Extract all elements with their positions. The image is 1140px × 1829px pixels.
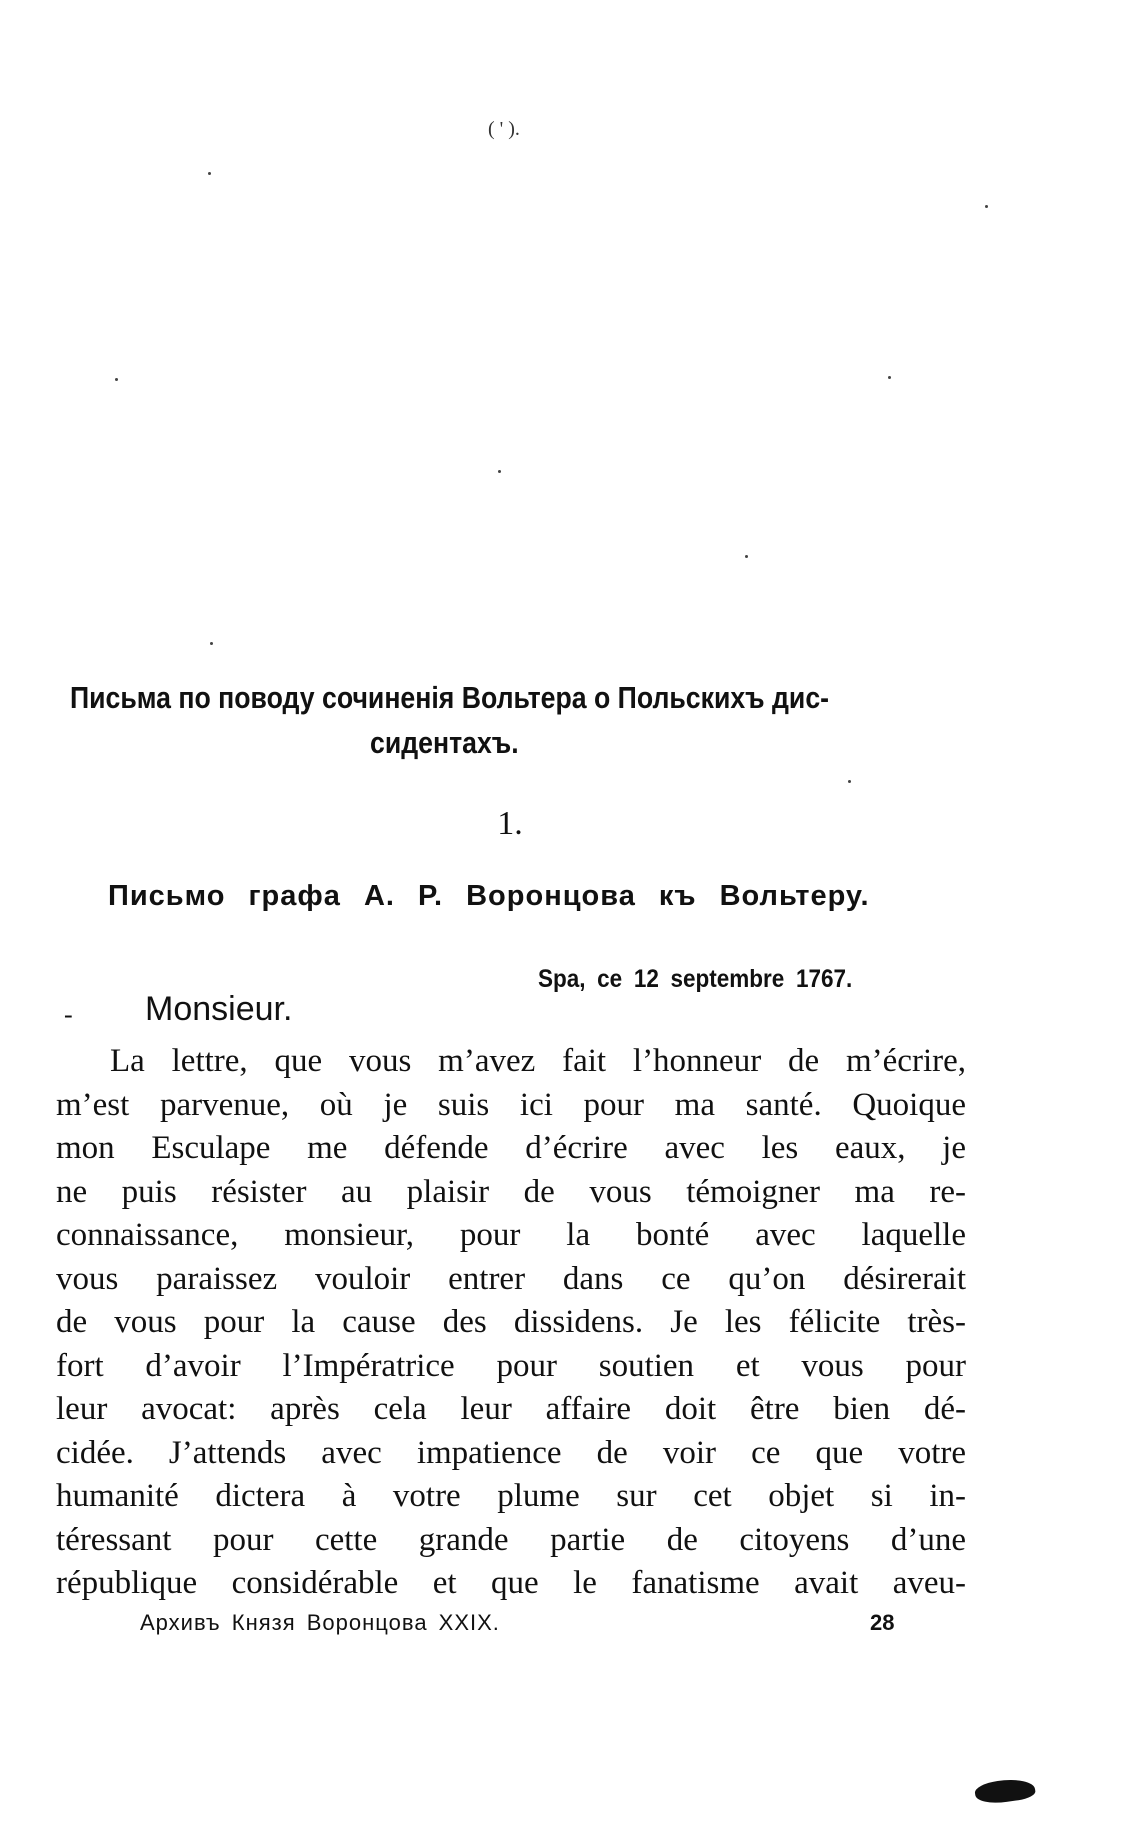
margin-dash: - — [64, 1000, 73, 1029]
body-line: mon Esculape me défende d’écrire avec les eaux, je — [56, 1130, 966, 1166]
ink-speck — [498, 470, 501, 473]
body-line: fort d’avoir l’Impératrice pour soutien et vous pour — [56, 1347, 966, 1384]
body-line: république considérable et que le fanatisme avait aveu- — [56, 1565, 966, 1601]
body-line: cidée. J’attends avec impatience de voir ce que votre — [56, 1434, 966, 1471]
body-line: de vous pour la cause des dissidens. Je les félicite très- — [56, 1304, 966, 1340]
ink-smudge — [974, 1776, 1036, 1806]
ink-speck — [848, 780, 851, 783]
letter-number: 1. — [497, 805, 523, 842]
ink-speck — [115, 378, 118, 381]
dateline: Spa, ce 12 septembre 1767. — [538, 965, 853, 993]
body-line: La lettre, que vous m’avez fait l’honneur de m’écrire, — [110, 1043, 966, 1079]
body-line: téressant pour cette grande partie de citoyens d’une — [56, 1521, 966, 1558]
ink-speck — [985, 205, 988, 208]
letter-heading: Письмо графа А. Р. Воронцова къ Вольтеру. — [108, 880, 870, 912]
page-number: 28 — [870, 1610, 895, 1635]
salutation: Monsieur. — [145, 990, 293, 1028]
body-line: humanité dictera à votre plume sur cet objet si in- — [56, 1478, 966, 1514]
archive-signature: Архивъ Князя Воронцова XXIX. — [140, 1610, 500, 1635]
page-footer — [140, 1610, 900, 1636]
body-line: m’est parvenue, où je suis ici pour ma santé. Quoique — [56, 1086, 966, 1123]
section-title-line-2: сидентахъ. — [370, 725, 519, 760]
stray-ink-mark: ( ' ). — [488, 118, 520, 140]
section-title-line-1: Письма по поводу сочиненія Вольтера о Польскихъ дис- — [70, 680, 830, 715]
body-line: connaissance, monsieur, pour la bonté avec laquelle — [56, 1217, 966, 1253]
body-line: vous paraissez vouloir entrer dans ce qu’on désirerait — [56, 1260, 966, 1297]
ink-speck — [208, 172, 211, 175]
body-line: ne puis résister au plaisir de vous témoigner ma re- — [56, 1173, 966, 1210]
ink-speck — [745, 555, 748, 558]
body-line: leur avocat: après cela leur affaire doit être bien dé- — [56, 1391, 966, 1427]
ink-speck — [210, 642, 213, 645]
letter-body — [56, 1040, 966, 1606]
ink-speck — [888, 376, 891, 379]
